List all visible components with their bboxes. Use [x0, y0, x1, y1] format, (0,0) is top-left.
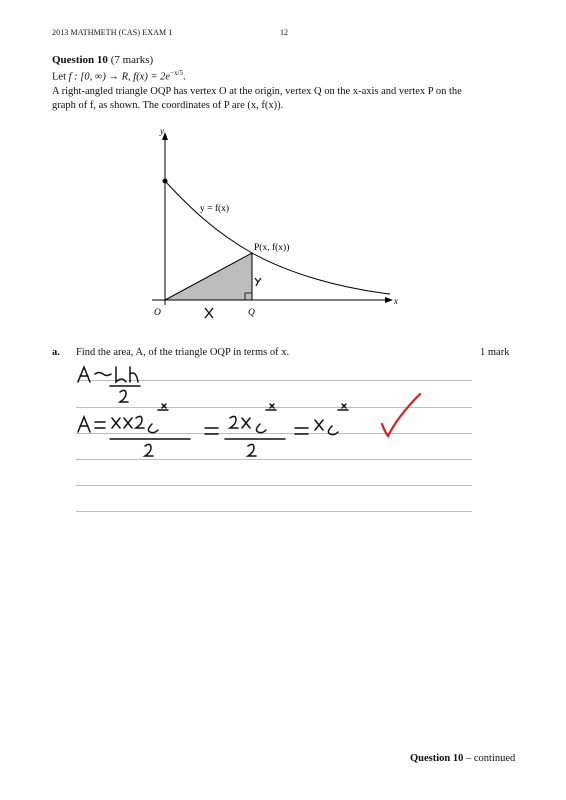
handwritten-answer	[70, 362, 430, 472]
function-expression: f : [0, ∞) → R, f(x) = 2e	[68, 71, 171, 83]
question-title	[52, 54, 153, 66]
curve-label: y = f(x)	[200, 204, 230, 214]
answer-line	[76, 485, 472, 486]
handwritten-line-1	[78, 367, 140, 402]
handwritten-height-mark	[255, 278, 261, 286]
function-definition: Let f : [0, ∞) → R, $f(x) = 2e^{-x/5}$.	[52, 69, 186, 83]
triangle-oqp	[165, 253, 252, 300]
point-p-label: P(x, f(x))	[254, 243, 290, 253]
part-a-marks: 1 mark	[480, 347, 510, 358]
x-axis-arrow	[385, 297, 393, 303]
part-a-letter: a.	[52, 347, 60, 358]
exam-header: 2013 MATHMETH (CAS) EXAM 1	[52, 28, 173, 37]
y-intercept-point	[163, 179, 168, 184]
function-exponent: −x/5	[170, 69, 183, 77]
page-number: 12	[280, 28, 288, 37]
footer-suffix: – continued	[463, 753, 516, 764]
handwritten-line-2	[78, 404, 348, 456]
part-a-prompt: Find the area, A, of the triangle OQP in terms of x.	[76, 347, 290, 358]
function-curve	[165, 181, 390, 294]
answer-line	[76, 511, 472, 512]
page-footer	[410, 753, 515, 764]
grader-tick-icon	[382, 394, 420, 436]
function-graph	[140, 120, 410, 325]
question-marks: (7 marks)	[110, 54, 154, 66]
origin-label: O	[154, 308, 161, 318]
x-axis-label: x	[394, 296, 398, 306]
question-description-2: graph of f, as shown. The coordinates of P are (x, f(x)).	[52, 100, 284, 111]
question-description-1: A right-angled triangle OQP has vertex O at the origin, vertex Q on the x-axis and vertex P on the	[52, 86, 462, 97]
y-axis-label: y	[160, 126, 164, 136]
definition-prefix: Let	[52, 71, 66, 83]
handwritten-x-mark	[205, 308, 213, 318]
point-q-label: Q	[248, 308, 255, 318]
footer-question-label: Question 10	[410, 753, 464, 764]
question-label: Question 10	[52, 54, 108, 66]
